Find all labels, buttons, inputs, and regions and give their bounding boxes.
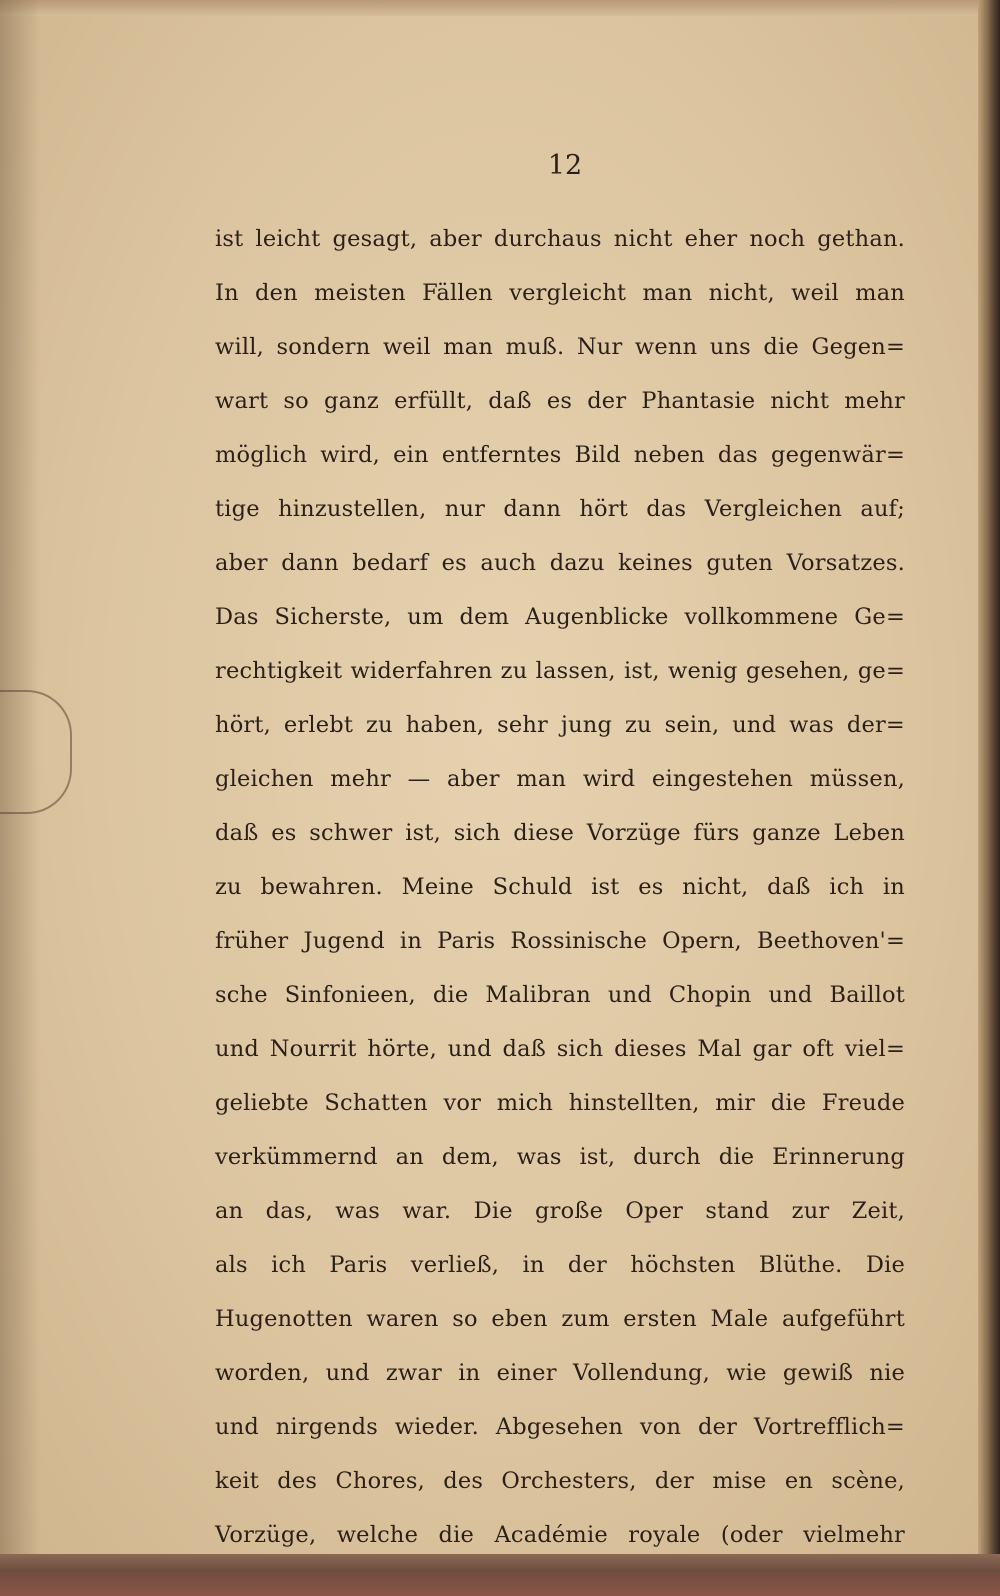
text-line: rechtigkeit widerfahren zu lassen, ist, wenig gesehen, ge= [215,658,905,684]
text-line: zu bewahren. Meine Schuld ist es nicht, daß ich in [215,874,905,900]
text-line: sche Sinfonieen, die Malibran und Chopin und Baillot [215,982,905,1008]
text-line: als ich Paris verließ, in der höchsten Blüthe. Die [215,1252,905,1278]
text-line: aber dann bedarf es auch dazu keines guten Vorsatzes. [215,550,905,576]
text-line: und Nourrit hörte, und daß sich dieses Mal gar oft viel= [215,1036,905,1062]
text-line: verkümmernd an dem, was ist, durch die Erinnerung [215,1144,905,1170]
body-text [215,212,905,1562]
text-line: In den meisten Fällen vergleicht man nicht, weil man [215,280,905,306]
text-line: Das Sicherste, um dem Augenblicke vollkommene Ge= [215,604,905,630]
text-line: will, sondern weil man muß. Nur wenn uns die Gegen= [215,334,905,360]
text-line: wart so ganz erfüllt, daß es der Phantasie nicht mehr [215,388,905,414]
text-line: gleichen mehr — aber man wird eingestehen müssen, [215,766,905,792]
text-line: tige hinzustellen, nur dann hört das Vergleichen auf; [215,496,905,522]
text-line: und nirgends wieder. Abgesehen von der Vortrefflich= [215,1414,905,1440]
page-number: 12 [547,150,583,181]
text-line: daß es schwer ist, sich diese Vorzüge fürs ganze Leben [215,820,905,846]
text-line: ist leicht gesagt, aber durchaus nicht eher noch gethan. [215,226,905,252]
text-line: Hugenotten waren so eben zum ersten Male aufgeführt [215,1306,905,1332]
text-line: hört, erlebt zu haben, sehr jung zu sein, und was der= [215,712,905,738]
text-line: an das, was war. Die große Oper stand zur Zeit, [215,1198,905,1224]
page-tab-mark [0,690,72,814]
page-top-edge [0,0,1000,16]
book-cover-edge [978,0,1000,1596]
text-line: keit des Chores, des Orchesters, der mise en scène, [215,1468,905,1494]
text-line: geliebte Schatten vor mich hinstellten, mir die Freude [215,1090,905,1116]
text-line: früher Jugend in Paris Rossinische Opern, Beethoven'= [215,928,905,954]
text-line: worden, und zwar in einer Vollendung, wie gewiß nie [215,1360,905,1386]
text-line: möglich wird, ein entferntes Bild neben das gegenwär= [215,442,905,468]
text-line: Vorzüge, welche die Académie royale (oder vielmehr [215,1522,905,1548]
